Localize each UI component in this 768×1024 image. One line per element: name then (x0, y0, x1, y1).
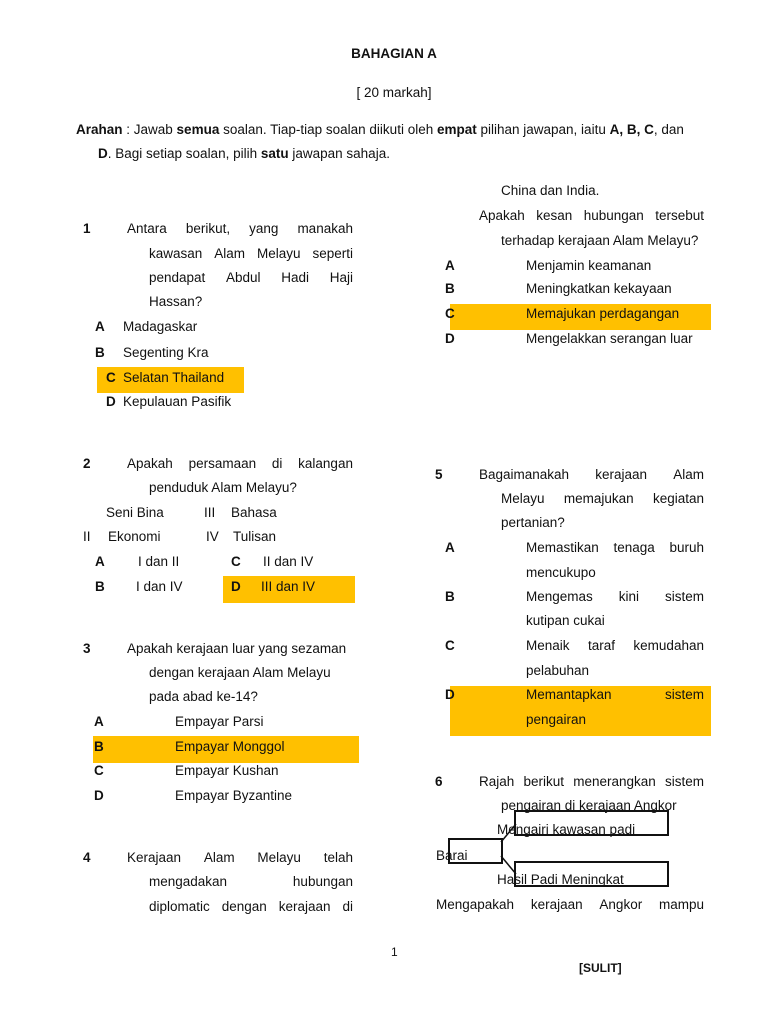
option-text[interactable]: Empayar Parsi (175, 714, 264, 729)
word: Alam (214, 246, 246, 261)
word: di (342, 899, 353, 914)
word: buruh (669, 540, 704, 555)
option-text[interactable]: Kepulauan Pasifik (123, 394, 232, 409)
word: Alam (203, 850, 235, 865)
option-letter[interactable]: D (94, 788, 104, 803)
option-letter[interactable]: A (95, 319, 105, 334)
word: kalangan (298, 456, 353, 471)
diagram-bottom-label: Hasil Padi Meningkat (497, 872, 624, 887)
option-text[interactable]: pengairan (526, 712, 587, 727)
option-text[interactable]: Menjamin keamanan (526, 258, 652, 273)
word: kini (618, 589, 640, 604)
diagram-left-label: Barai (436, 848, 468, 863)
question-text: Apakah kerajaan luar yang sezaman (127, 641, 347, 656)
question-text: Hassan? (149, 294, 203, 309)
question-number: 1 (83, 221, 91, 236)
word: Mengapakah (436, 897, 515, 912)
connector-line (501, 856, 516, 874)
connector-line (501, 824, 516, 842)
word: memajukan (563, 491, 634, 506)
word: mampu (658, 897, 704, 912)
item-numeral: II (83, 529, 91, 544)
page-number: 1 (391, 945, 398, 959)
option-letter[interactable]: B (445, 281, 455, 296)
word: kawasan (149, 246, 203, 261)
question-number: 4 (83, 850, 91, 865)
word: yang (249, 221, 279, 236)
word: pendapat (149, 270, 206, 285)
word: Melayu (256, 246, 301, 261)
item-numeral: III (204, 505, 216, 520)
word: di (271, 456, 283, 471)
option-letter[interactable]: B (95, 579, 105, 594)
option-text[interactable]: Memajukan perdagangan (526, 306, 680, 321)
question-text: dengan kerajaan Alam Melayu (149, 665, 331, 680)
instruction-text: . Bagi setiap soalan, pilih (107, 146, 261, 161)
word: kesan (536, 208, 573, 223)
option-text[interactable]: pelabuhan (526, 663, 590, 678)
word: persamaan (188, 456, 257, 471)
option-text[interactable]: mencukupo (526, 565, 596, 580)
option-letter[interactable]: B (94, 739, 104, 754)
option-letter[interactable]: D (106, 394, 116, 409)
option-letter[interactable]: C (231, 554, 241, 569)
instruction-text: : Jawab (122, 122, 177, 137)
item-numeral: IV (206, 529, 219, 544)
instruction-bold: empat (436, 122, 477, 137)
instruction-text: soalan. Tiap-tiap soalan diikuti oleh (219, 122, 437, 137)
question-text (436, 897, 704, 912)
item-iv: Tulisan (233, 529, 277, 544)
word: Kerajaan (127, 850, 182, 865)
option-letter[interactable]: C (445, 638, 455, 653)
instruction-text: pilihan jawapan, iaitu (476, 122, 610, 137)
option-letter[interactable]: D (231, 579, 241, 594)
option-text[interactable]: Meningkatkan kekayaan (526, 281, 672, 296)
option-text[interactable]: kutipan cukai (526, 613, 605, 628)
option-text[interactable]: Madagaskar (123, 319, 198, 334)
option-letter[interactable]: C (106, 370, 116, 385)
word: Melayu (257, 850, 301, 865)
instruction-label: Arahan (76, 122, 123, 137)
question-text: China dan India. (501, 183, 600, 198)
option-letter[interactable]: C (445, 306, 455, 321)
question-text: terhadap kerajaan Alam Melayu? (501, 233, 699, 248)
option-text[interactable]: Empayar Monggol (175, 739, 285, 754)
word: kegiatan (652, 491, 704, 506)
word: Melayu (501, 491, 545, 506)
word: manakah (297, 221, 353, 236)
option-text[interactable]: Empayar Kushan (175, 763, 279, 778)
word: taraf (587, 638, 615, 653)
item-ii: Ekonomi (108, 529, 161, 544)
word: Hadi (281, 270, 310, 285)
word: Bagaimanakah (479, 467, 570, 482)
word: seperti (312, 246, 353, 261)
question-number: 5 (435, 467, 443, 482)
instruction-bold: satu (260, 146, 289, 161)
word: Abdul (226, 270, 261, 285)
word: kemudahan (633, 638, 704, 653)
instruction-bold: D (98, 146, 108, 161)
item-i: Seni Bina (106, 505, 164, 520)
word: hubungan (292, 874, 353, 889)
option-text[interactable]: Mengelakkan serangan luar (526, 331, 693, 346)
word: telah (323, 850, 353, 865)
word: kerajaan (595, 467, 648, 482)
word: sistem (664, 589, 704, 604)
instruction-text: , dan (653, 122, 684, 137)
option-text[interactable]: Segenting Kra (123, 345, 209, 360)
word: mengadakan (149, 874, 228, 889)
instruction-bold: A, B, C (609, 122, 654, 137)
question-number: 3 (83, 641, 91, 656)
option-text[interactable]: II dan IV (263, 554, 314, 569)
option-letter[interactable]: A (95, 554, 105, 569)
word: berikut, (185, 221, 231, 236)
question-text: penduduk Alam Melayu? (149, 480, 297, 495)
word: kerajaan (278, 899, 331, 914)
word: berikut (523, 774, 565, 789)
word: tersebut (655, 208, 704, 223)
option-text[interactable]: Empayar Byzantine (175, 788, 293, 803)
word: Rajah (479, 774, 515, 789)
option-text[interactable]: I dan IV (136, 579, 183, 594)
word: Alam (673, 467, 704, 482)
option-letter[interactable]: C (94, 763, 104, 778)
option-letter[interactable]: D (445, 687, 455, 702)
word: tenaga (613, 540, 655, 555)
word: Angkor (599, 897, 643, 912)
word: Menaik (526, 638, 570, 653)
sulit-label: [SULIT] (579, 961, 622, 975)
option-text[interactable]: III dan IV (261, 579, 316, 594)
option-letter[interactable]: B (95, 345, 105, 360)
word: diplomatic (149, 899, 210, 914)
option-letter[interactable]: A (445, 258, 455, 273)
instruction-text: jawapan sahaja. (288, 146, 390, 161)
option-letter[interactable]: D (445, 331, 455, 346)
word: Antara (127, 221, 167, 236)
question-text: pada abad ke-14? (149, 689, 258, 704)
word: Memantapkan (526, 687, 612, 702)
word: Memastikan (526, 540, 599, 555)
word: dengan (221, 899, 267, 914)
question-number: 2 (83, 456, 91, 471)
word: menerangkan (573, 774, 656, 789)
word: Mengemas (526, 589, 593, 604)
word: Apakah (127, 456, 173, 471)
option-letter[interactable]: B (445, 589, 455, 604)
instruction-bold: semua (176, 122, 220, 137)
item-iii: Bahasa (231, 505, 277, 520)
word: sistem (664, 687, 704, 702)
marks-label: [ 20 markah] (356, 85, 432, 100)
option-text[interactable]: I dan II (138, 554, 180, 569)
option-letter[interactable]: A (445, 540, 455, 555)
word: hubungan (583, 208, 644, 223)
word: Haji (329, 270, 353, 285)
question-number: 6 (435, 774, 443, 789)
section-title: BAHAGIAN A (351, 46, 437, 61)
question-text: pertanian? (501, 515, 565, 530)
option-letter[interactable]: A (94, 714, 104, 729)
question-text: pengairan di kerajaan Angkor (501, 798, 677, 813)
word: kerajaan (530, 897, 583, 912)
option-text[interactable]: Selatan Thailand (123, 370, 225, 385)
word: sistem (664, 774, 704, 789)
diagram-top-label: Mengairi kawasan padi (497, 822, 636, 837)
word: Apakah (479, 208, 525, 223)
